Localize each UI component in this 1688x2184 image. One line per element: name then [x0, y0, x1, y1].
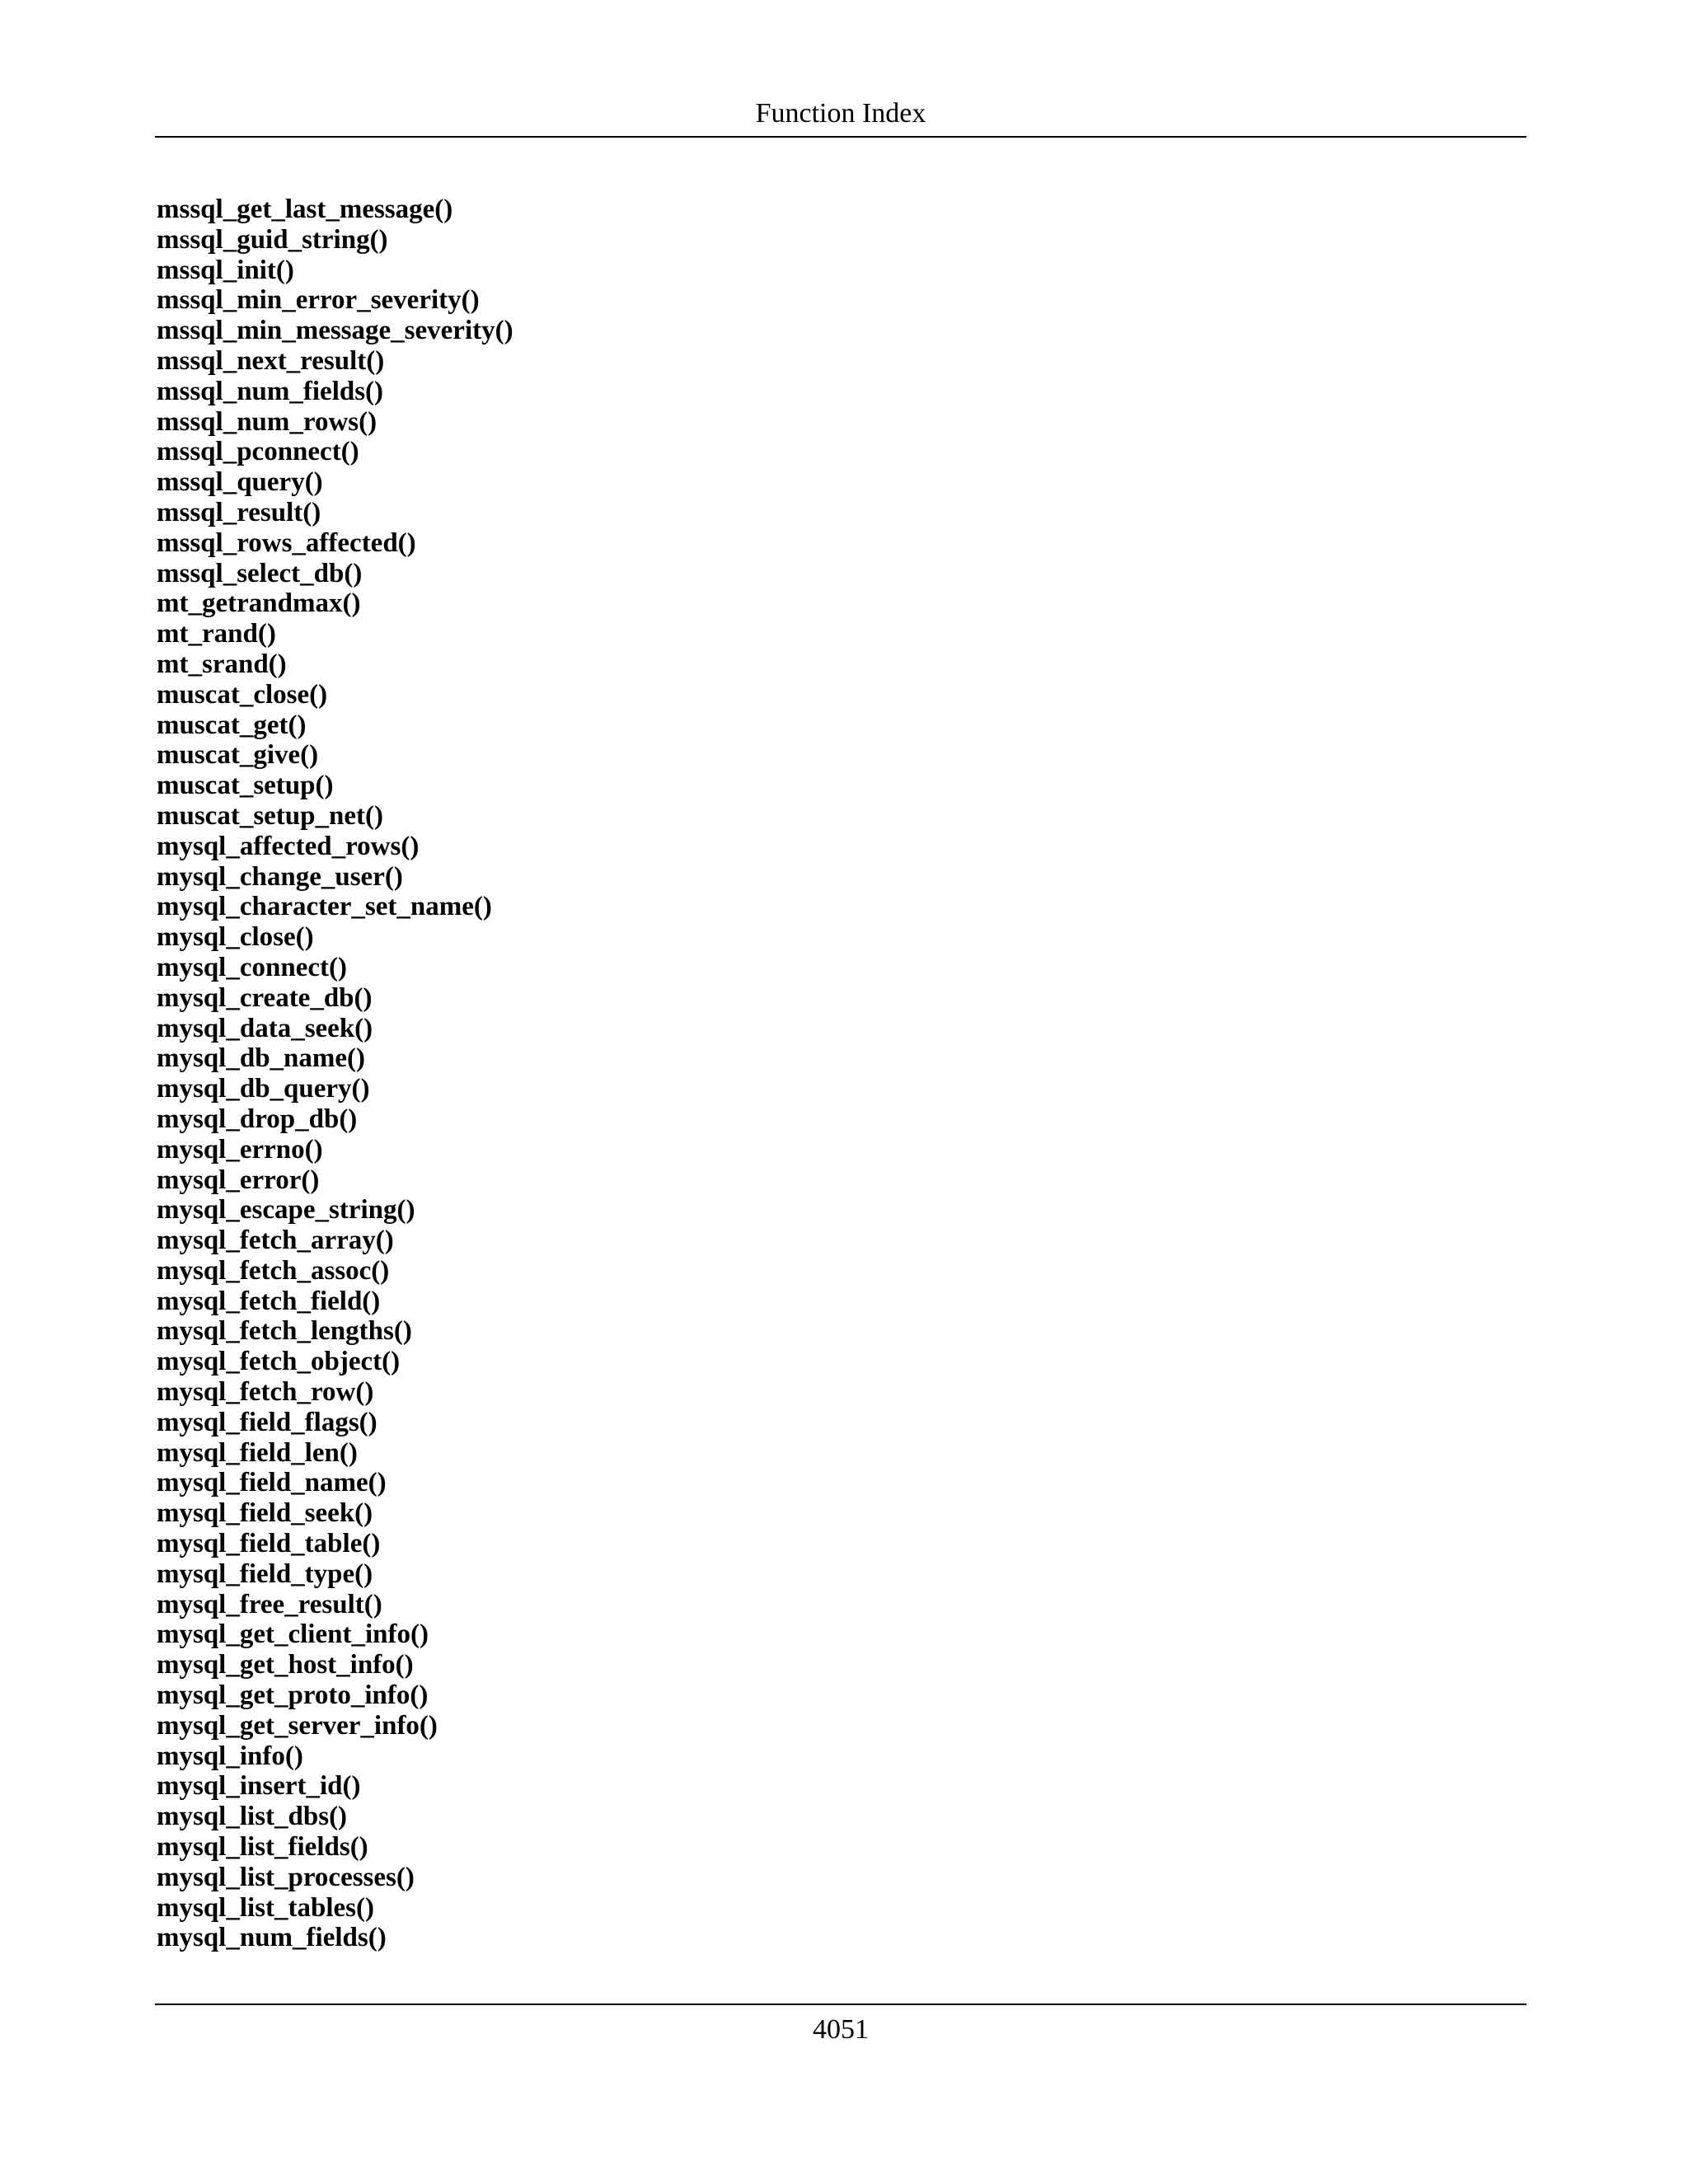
function-entry: mysql_data_seek() — [157, 1013, 373, 1043]
function-entry: mysql_num_fields() — [157, 1923, 387, 1953]
function-entry: mysql_list_tables() — [157, 1892, 374, 1923]
function-entry: mysql_get_client_info() — [157, 1619, 429, 1650]
function-entry: mssql_next_result() — [157, 345, 385, 376]
function-entry: mysql_db_name() — [157, 1043, 366, 1074]
function-entry: mysql_change_user() — [157, 861, 403, 892]
function-entry: mysql_field_table() — [157, 1529, 381, 1559]
function-entry: mssql_guid_string() — [157, 224, 388, 255]
function-entry: mysql_fetch_lengths() — [157, 1316, 412, 1347]
function-entry: mysql_list_processes() — [157, 1862, 415, 1892]
function-entry: mysql_drop_db() — [157, 1104, 358, 1134]
page-number: 4051 — [813, 2014, 869, 2045]
page-header-title: Function Index — [755, 98, 926, 129]
function-entry: mssql_result() — [157, 497, 321, 527]
function-entry: mysql_list_fields() — [157, 1832, 368, 1863]
function-entry: mysql_close() — [157, 922, 314, 953]
function-entry: mssql_rows_affected() — [157, 527, 416, 558]
function-entry: mysql_field_len() — [157, 1437, 358, 1468]
function-entry: mssql_select_db() — [157, 558, 363, 588]
function-entry: mssql_pconnect() — [157, 437, 359, 467]
function-entry: muscat_give() — [157, 740, 319, 771]
function-entry: mysql_fetch_assoc() — [157, 1255, 390, 1286]
function-entry: mysql_character_set_name() — [157, 892, 492, 922]
function-entry: mysql_field_type() — [157, 1558, 373, 1589]
function-entry: mysql_field_name() — [157, 1468, 387, 1498]
function-entry: muscat_close() — [157, 679, 328, 710]
function-entry: muscat_setup() — [157, 771, 334, 801]
function-entry: mssql_min_error_severity() — [157, 285, 480, 316]
function-entry: mysql_fetch_field() — [157, 1286, 381, 1316]
header-divider — [155, 136, 1526, 138]
function-entry: mysql_insert_id() — [157, 1771, 361, 1802]
function-entry: mysql_fetch_object() — [157, 1347, 401, 1377]
function-entry: mssql_init() — [157, 255, 294, 285]
function-entry: mt_getrandmax() — [157, 588, 361, 619]
function-entry: mysql_connect() — [157, 952, 347, 982]
function-entry: mysql_affected_rows() — [157, 831, 420, 861]
function-entry: mysql_list_dbs() — [157, 1802, 348, 1832]
function-entry: mysql_free_result() — [157, 1589, 382, 1619]
function-entry: mysql_field_flags() — [157, 1407, 377, 1437]
function-entry: mysql_create_db() — [157, 982, 373, 1013]
function-entry: mysql_db_query() — [157, 1074, 370, 1104]
function-entry: mysql_escape_string() — [157, 1195, 415, 1226]
function-entry: mysql_get_host_info() — [157, 1650, 414, 1680]
function-entry: mysql_fetch_array() — [157, 1226, 394, 1256]
footer-divider — [155, 2004, 1526, 2005]
function-entry: mysql_get_server_info() — [157, 1710, 438, 1741]
function-entry: muscat_get() — [157, 710, 307, 740]
function-entry: mysql_errno() — [157, 1134, 323, 1165]
function-entry: mysql_get_proto_info() — [157, 1680, 429, 1711]
function-entry: mysql_info() — [157, 1741, 303, 1771]
function-entry: muscat_setup_net() — [157, 800, 383, 831]
function-entry: mt_srand() — [157, 649, 287, 679]
function-entry: mt_rand() — [157, 619, 276, 649]
function-entry: mysql_fetch_row() — [157, 1377, 374, 1408]
function-entry: mssql_query() — [157, 467, 323, 498]
function-entry: mssql_num_rows() — [157, 406, 377, 437]
function-entry: mssql_get_last_message() — [157, 194, 453, 224]
function-entry: mysql_error() — [157, 1165, 320, 1195]
function-entry: mysql_field_seek() — [157, 1498, 373, 1529]
function-entry: mssql_num_fields() — [157, 376, 384, 406]
function-entry: mssql_min_message_severity() — [157, 316, 513, 346]
function-index-list — [157, 194, 513, 1953]
